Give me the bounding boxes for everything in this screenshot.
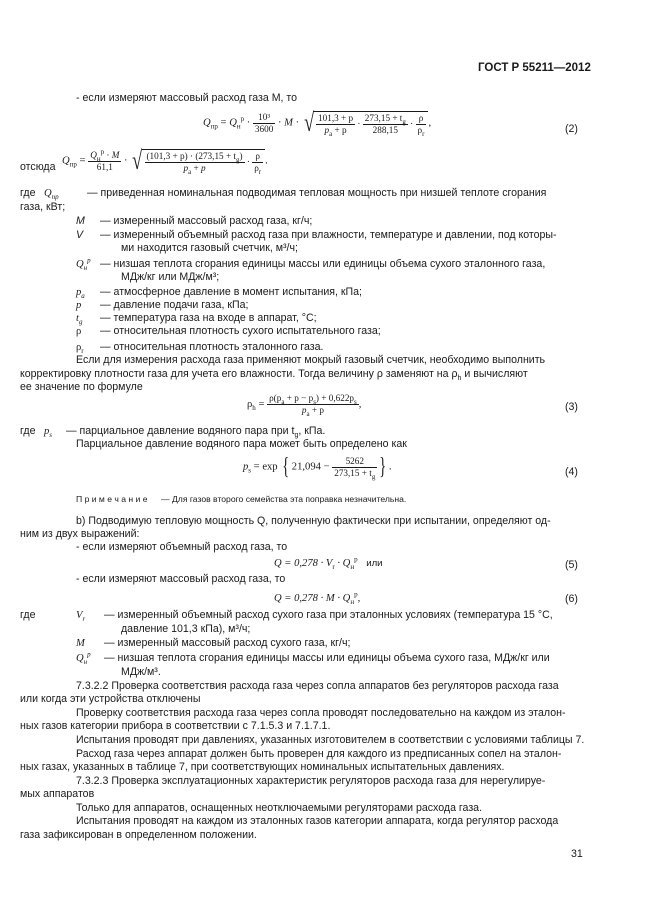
text-span: корректировку плотности газа для учета его влажности. Тогда величину ρ заменяют на ρ (20, 368, 458, 380)
eq-symbol: p (243, 461, 249, 473)
text-span: — парциальное давление водяного пара при t (66, 425, 295, 437)
paragraph-line: Испытания проводят при давлениях, указанных изготовителем в соответствии с условиями таблицы 7. (76, 734, 585, 746)
section-heading: 7.3.2.2 Проверка соответствия расхода газа через сопла аппаратов без регуляторов расхода газа (76, 680, 559, 692)
paragraph-line: ных газах, указанных в таблице 7, при соответствующих номинальных испытательных давлениях. (20, 761, 505, 773)
eq-part: p (324, 124, 330, 135)
symbol-vr: $V_r$ (76, 610, 86, 624)
eq-part: exp (262, 461, 278, 473)
definition-text: газа, кВт; (20, 201, 66, 213)
equation-2b: $Q_{пр}$ = $\frac{Q_н^р \cdot M}{61,1}$ · √ $\frac{(101,3 + p) \cdot (273,15 + t_g)}{p_a + p}$ · $\frac{\rho}{\rho_r}$ . (62, 146, 268, 176)
text-line: - если измеряют массовый расход газа M, то (76, 92, 298, 104)
section-heading: 7.3.2.3 Проверка эксплуатационных характеристик регуляторов расхода газа для нерегулируе- (76, 775, 546, 787)
equation-number: (5) (565, 559, 578, 571)
eq-radical: $\frac{(101,3 + p) \cdot (273,15 + t_g)}{p_a + p}$ · $\frac{\rho}{\rho_r}$ (142, 149, 266, 174)
eq-part: (101,3 + p) · (273,15 + t (146, 150, 236, 161)
eq-part: + p (309, 405, 324, 415)
definition-text: — измеренный массовый расход газа, кг/ч; (100, 215, 313, 227)
definition-text: — низшая теплота сгорания единицы массы или единицы объема сухого газа, МДж/кг или (104, 652, 550, 664)
text-span: , кПа. (298, 425, 326, 437)
eq-fraction (253, 112, 275, 135)
eq-part: p (183, 162, 189, 173)
eq-part: + p − p (284, 393, 314, 403)
eq-part: Q = 0,278 · M · Q (274, 593, 351, 604)
eq-part: 288,15 (372, 124, 398, 135)
equation-5: $Q = 0,278 \cdot V_r \cdot Q_н^р$ или (274, 555, 383, 572)
eq-part: ρ (254, 162, 259, 173)
eq-part: ) + 0,622p (315, 393, 355, 403)
paragraph-line: Испытания проводят на каждом из эталонных газов категории аппарата, когда регулятор расхода (76, 815, 559, 827)
definition-text: — приведенная номинальная подводимая тепловая мощность при низшей теплоте сгорания (87, 187, 547, 199)
definition-text: — низшая теплота сгорания единицы массы или единицы объема сухого эталонного газа, (100, 258, 546, 270)
eq-or: или (366, 558, 383, 569)
symbol-rho: ρ (76, 326, 82, 337)
definition-text: — атмосферное давление в момент испытания, кПа; (100, 286, 362, 298)
symbol-p: p (76, 300, 82, 311)
definition-text: МДж/кг или МДж/м³; (121, 271, 220, 283)
definition-text: — относительная плотность эталонного газа. (100, 341, 324, 353)
equation-3: $\rho_h$ = $\frac{\rho(p_a + p - p_s) + 0,622p_s}{p_a + p}$ , (247, 393, 362, 418)
note-text: — Для газов второго семейства эта поправка незначительна. (161, 494, 407, 504)
eq-part: 273,15 + t (364, 112, 403, 123)
eq-part: 273,15 + t (334, 467, 372, 478)
paragraph-line: Если для измерения расхода газа применяют мокрый газовый счетчик, необходимо выполнить (76, 354, 546, 366)
eq-part: a (329, 129, 333, 138)
symbol: V (76, 229, 84, 241)
eq-numerator: 10³ (253, 112, 275, 124)
eq-symbol: Q (62, 155, 70, 167)
definition-text: — измеренный объемный расход сухого газа при эталонных условиях (температура 15 °С, (104, 609, 553, 621)
eq-part: ρ (416, 113, 427, 125)
paragraph-line: b) Подводимую тепловую мощность Q, полученную фактически при испытании, определяют од- (76, 515, 551, 527)
page-number: 31 (571, 848, 583, 860)
symbol-m: M (76, 638, 85, 649)
equation-number: (2) (565, 123, 578, 135)
definition-text: — парциальное давление водяного пара при $t_g$, кПа. (66, 425, 326, 440)
eq-denominator: 3600 (254, 123, 274, 134)
section-heading: мых аппаратов (20, 788, 95, 800)
definition-text: ми находится газовый счетчик, м³/ч; (121, 242, 298, 254)
paragraph-line: Парциальное давление водяного пара может быть определено как (76, 438, 407, 450)
eq-part: ρ (417, 124, 423, 135)
equation-4: $p_s = \exp$ { 21,094 − $\frac{5262}{273,15 + t_g}$ } . (243, 454, 392, 481)
eq-part: ρ(p (269, 393, 282, 403)
equation-number: (3) (565, 401, 578, 413)
paragraph-line: Расход газа через аппарат должен быть проверен для каждого из предписанных сопел на эталон- (76, 748, 562, 760)
paragraph-line: ним из двух выражений: (20, 528, 140, 540)
paragraph-line: - если измеряют массовый расход газа, то (76, 573, 286, 585)
eq-part: · Q (334, 558, 351, 569)
paragraph-line: Проверку соответствия расхода газа через сопла проводят последовательно на каждом из эталон- (76, 707, 566, 719)
text-line: отсюда (20, 161, 56, 173)
eq-part: Q (90, 149, 97, 160)
eq-part: 61,1 (96, 161, 113, 172)
definition-text: — давление подачи газа, кПа; (100, 299, 249, 311)
equation-number: (4) (565, 466, 578, 478)
note-label: П р и м е ч а н и е (76, 494, 148, 504)
definition-text: — измеренный объемный расход газа при влажности, температуре и давлении, под которы- (100, 229, 557, 241)
definition-text: — температура газа на входе в аппарат, °С; (100, 312, 317, 324)
paragraph-line: Только для аппаратов, оснащенных неотключаемыми регуляторами расхода газа. (76, 802, 483, 814)
symbol: M (76, 215, 85, 227)
definition-text: МДж/м³. (121, 666, 161, 678)
eq-part: p (301, 405, 307, 415)
eq-part: 5262 (332, 456, 377, 468)
where-label: где (20, 425, 36, 437)
eq-part: ρ (252, 151, 263, 163)
eq-part: Q = 0,278 · V (274, 558, 333, 569)
symbol-q-pr: $Q_{пр}$ (44, 188, 59, 202)
symbol-ps: $p_s$ (44, 426, 53, 440)
where-label: где (20, 187, 36, 199)
paragraph-line: - если измеряют объемный расход газа, то (76, 541, 288, 553)
where-label: где (20, 609, 36, 621)
equation-number: (6) (565, 593, 578, 605)
symbol-q-n: $Q_н^р$ (76, 256, 91, 273)
definition-text: — измеренный массовый расход сухого газа, кг/ч; (104, 637, 351, 649)
equation-6: $Q = 0,278 \cdot M \cdot Q_н^р$, (274, 590, 361, 607)
eq-part: 21,094 − (291, 461, 330, 473)
symbol-tg: $t_g$ (76, 313, 83, 327)
text-span: и вычисляют (461, 368, 528, 380)
eq-symbol: Q (203, 117, 211, 129)
eq-radical: $\frac{101,3 + p}{p_a + p}$ · $\frac{273,15 + t_g}{288,15}$ · $\frac{\rho}{\rho_r}$ (313, 111, 428, 136)
definition-text: давление 101,3 кПа), м³/ч; (121, 623, 251, 635)
paragraph-line: ее значение по формуле (20, 381, 143, 393)
symbol-rho-r: $\rho_r$ (76, 342, 84, 356)
eq-part: + p (332, 124, 347, 135)
equation-2: $Q_{пр} = Q_н^р$ · $\frac{\text{10³}}{3600}$ · M · √ $\frac{101,3 + p}{p_a + p}$ · $\frac{273,15 + t_g}{288,15}$ · $\frac{\rho}{\rho_r}$ , (203, 108, 432, 138)
paragraph-line: газа зафиксирован в определенном положении. (20, 829, 257, 841)
paragraph-line: ных газов категории прибора в соответствии с 7.1.5.3 и 7.1.7.1. (20, 720, 331, 732)
eq-part: 101,3 + p (318, 112, 354, 123)
document-header: ГОСТ Р 55211—2012 (478, 62, 591, 74)
definition-text: — относительная плотность сухого испытательного газа; (100, 325, 381, 337)
symbol-q-n: $Q_н^р$ (76, 650, 91, 667)
paragraph-line: корректировку плотности газа для учета его влажности. Тогда величину ρ заменяют на $\rho_h$ и вычисляют (20, 368, 528, 383)
symbol-pa: $p_a$ (76, 287, 85, 301)
section-heading: или когда эти устройства отключены (20, 693, 201, 705)
eq-symbol: ρ (247, 398, 253, 410)
